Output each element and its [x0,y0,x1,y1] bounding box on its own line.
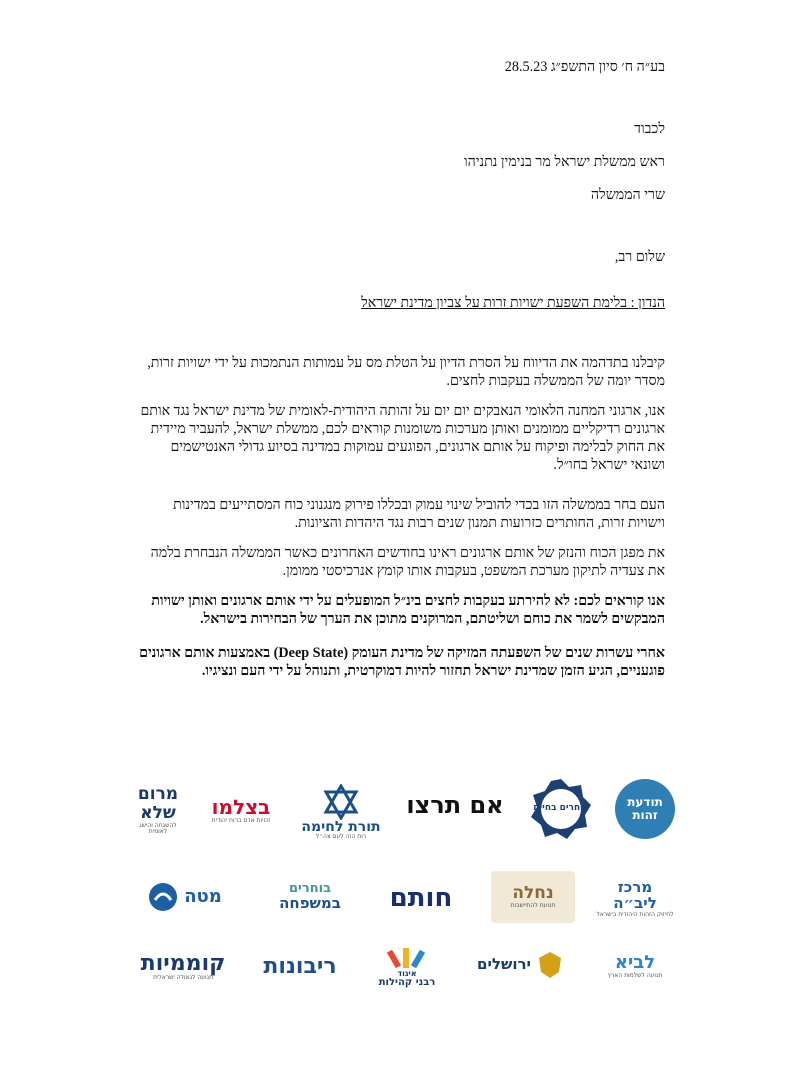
logo-bocharim-bachaim-text: בוחרים בחיים [533,803,589,814]
logo-nachala-text: נחלה [512,882,554,903]
rabanei-kehilot-emblem-icon [387,946,427,970]
logo-komemiyut-sub: תנועה לגאולה ישראלית [153,974,214,982]
logo-lavi [595,945,675,989]
organization-logos [130,775,675,1003]
logo-nachala [491,871,575,923]
logo-row-3 [130,939,675,1003]
logo-mateh-text: מטה [184,885,222,907]
logo-torat-lechima [299,775,383,849]
letter-greeting: שלום רב, [614,249,665,265]
logo-nachala-sub: תנועת להתיישבות [510,901,556,909]
logo-bocharim-bemishpacha [267,875,353,919]
logo-chotam-text: חותם [389,883,453,914]
deep-state-after: ) באמצעות אותם ארגונים פוגעניים, הגיע הזמן שמדינת ישראל תחזור להיות דמוקרטית, ותנוהל על ידי העם ונציגיו. [139,645,665,679]
logo-miromim-sub: להשגחה והישג לאומית [139,821,177,835]
logo-komemiyut-text: קוממיות [140,951,226,977]
logo-torat-lechima-text: תורת לחימה [301,818,381,835]
logo-mateh [135,879,235,915]
logo-merkaz-liba-sub: לחיזוק הזהות היהודית בישראל [596,910,674,918]
logo-lavi-sub: תנועה לשלמות הארץ [607,972,663,980]
logo-lavi-text: לביא [614,952,656,974]
paragraph-4: את מפגן הכוח והנזק של אותם ארגונים ראינו בחודשים האחרונים כאשר הממשלה הנבחרת בלמה את צעדיה לתיקון מערכת המשפט, בעקבות אותו קומץ אנרכיסטי ממומן. [150,545,665,579]
logo-ribonut [255,949,345,985]
lion-emblem-icon [537,950,563,980]
logo-rabanei-kehilot [367,939,447,995]
logo-yerushalayim-text: ירושלים [477,955,531,974]
bold-paragraph-1: אנו קוראים לכם: לא להירתע בעקבות לחצים בינ״ל המופעלים על ידי אותם ארגונים ואותן ישויות המבקשים לשמר את כוחם ושליטתם, המרוקנים מתוכן את הערך של הבחירות בישראל. [151,593,665,627]
logo-miromim [131,775,185,845]
logo-rabanei-kehilot-line1: איגוד [397,968,417,978]
bold-paragraph-2 [135,644,665,680]
paragraph-3: העם בחר בממשלה הזו בכדי להוביל שינוי עמוק ובכללו פירוק מנגנוני כוח המסתייעים במדינות וישויות זרות, החותרים כזרועות תמנון שנים רבות נגד היהדות והציונות. [173,497,665,531]
star-of-david-icon [323,784,359,820]
logo-rabanei-kehilot-line2: רבני קהילות [378,976,436,988]
logo-bocharim-bachaim [529,777,593,841]
paragraph-2: אנו, ארגוני המחנה הלאומי הנאבקים יום יום על זהותה היהודית-לאומית של מדינת ישראל נגד אותם ארגונים רדיקליים ממומנים ואותן מערכות משומנות קוראים לכם, ממשלת ישראל, להעביר מיידית את החוק לבלימה ופיקוח על אותם ארגונים, הפוגעים עמוקות במדינה בסיוע גדולי האנטישמים ושונאי ישראל בחו״ל. [140,403,665,473]
letter-body [135,58,665,692]
mateh-emblem-icon [148,882,178,912]
logo-bocharim-mishpacha-line2: במשפחה [279,893,341,912]
logo-bocharim-mishpacha-line1: בוחרים [288,881,332,897]
deep-state-term: Deep State [278,645,344,661]
letter-subject: הנדון : בלימת השפעת ישויות זרות על צביון מדינת ישראל [361,295,665,311]
logo-betzalmo [201,791,281,831]
logo-im-tirtzu [405,791,505,821]
logo-miromim-text: מרום שלא [137,783,179,823]
logo-betzalmo-text: בצלמו [211,795,271,820]
logo-betzalmo-sub: זכויות אדם ברוח יהודית [211,817,271,825]
logo-merkaz-liba-text: מרכז ליב״ה [613,878,657,912]
logo-hatiat-zehut [615,779,675,839]
logo-merkaz-liba [595,875,675,923]
logo-komemiyut [131,945,235,989]
logo-hatiat-zehut-text: תודעת זהות [627,795,663,822]
address-line-2: ראש ממשלת ישראל מר בנימין נתניהו [464,154,665,170]
address-line-3: שרי הממשלה [590,187,665,203]
logo-row-1 [130,775,675,869]
logo-chotam [379,879,463,919]
logo-im-tirtzu-text: אם תרצו [406,791,504,820]
letter-date: בע״ה ח׳ סיון התשפ״ג 28.5.23 [504,59,665,75]
logo-torat-lechima-sub: רוח הזה לעם צה״ל [315,833,367,841]
paragraph-1: קיבלנו בתדהמה את הדיווח על הסרת הדיון על הטלת מס על עמותות הנתמכות על ידי ישויות זרות, מסדר יומה של הממשלה בעקבות לחצים. [147,355,665,389]
address-line-1: לכבוד [634,121,665,137]
letter-address [135,120,665,204]
logo-row-2 [130,869,675,939]
logo-ribonut-text: ריבונות [263,954,337,980]
deep-state-before: אחרי עשרות שנים של השפעתה המזיקה של מדינת העומק ( [343,645,665,661]
logo-yerushalayim [465,945,575,985]
